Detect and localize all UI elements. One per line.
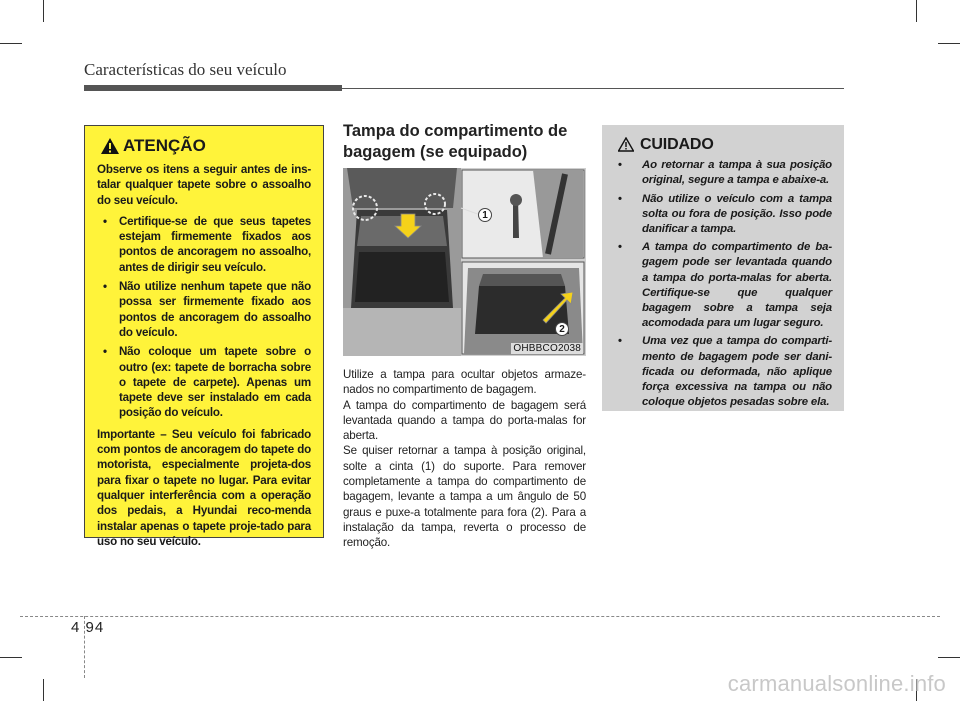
footer-rule bbox=[20, 616, 940, 617]
warning-box bbox=[84, 125, 324, 548]
crop-mark bbox=[43, 679, 44, 701]
callout-2: 2 bbox=[555, 322, 569, 336]
crop-mark bbox=[938, 43, 960, 44]
list-item: • Não utilize nenhum tapete que não possa ser firmemente fixado aos pontos de ancoragem do assoalho do veículo. bbox=[97, 279, 311, 340]
header-rule-thick bbox=[84, 85, 342, 91]
page-header-title: Características do seu veículo bbox=[84, 60, 287, 79]
warning-list bbox=[97, 214, 311, 421]
crop-mark bbox=[0, 657, 22, 658]
list-item: • Certifique-se de que seus tapetes estejam firmemente fixados aos pontos de ancoragem no assoalho, antes de dirigir seu veículo. bbox=[97, 214, 311, 275]
warning-intro: Observe os itens a seguir antes de ins-talar qualquer tapete sobre o assoalho do seu veículo. bbox=[97, 163, 311, 207]
paragraph: A tampa do compartimento de bagagem será levantada quando a tampa do porta-malas for aberta. bbox=[343, 398, 586, 443]
warning-note: Importante – Seu veículo foi fabricado com pontos de ancoragem do tapete do motorista, especialmente projeta-dos para fixar o tapete no lugar. Para evitar qualquer interferência com a operação dos pedais, a Hyundai reco-menda instalar apenas o tapete proje-tado para uso no seu veículo. bbox=[97, 427, 311, 548]
section-title: Tampa do compartimento de bagagem (se equipado) bbox=[343, 122, 568, 161]
caution-triangle-icon bbox=[618, 137, 634, 152]
watermark: carmanualsonline.info bbox=[727, 671, 946, 696]
warning-title bbox=[101, 138, 311, 154]
figure-code: OHBBCO2038 bbox=[513, 343, 581, 354]
list-item: • Ao retornar a tampa à sua posição original, segure a tampa e abaixe-a. bbox=[614, 158, 832, 188]
caution-box bbox=[602, 125, 844, 411]
trunk-illustration bbox=[343, 168, 586, 356]
crop-mark bbox=[43, 0, 44, 22]
section-body bbox=[343, 367, 586, 551]
warning-title-text: ATENÇÃO bbox=[123, 136, 206, 156]
list-item: • Uma vez que a tampa do comparti-mento de bagagem pode ser dani-ficada ou deformada, não aplique força excessiva na tampa ou não coloque objetos pesadas sobre ela. bbox=[614, 334, 832, 410]
warning-triangle-icon bbox=[101, 138, 119, 154]
paragraph: Utilize a tampa para ocultar objetos armaze-nados no compartimento de bagagem. bbox=[343, 368, 586, 397]
caution-list bbox=[614, 158, 832, 410]
crop-mark bbox=[0, 43, 22, 44]
crop-mark bbox=[938, 657, 960, 658]
caution-title-text: CUIDADO bbox=[640, 136, 714, 153]
header-rule-thin bbox=[342, 88, 844, 89]
list-item: • Não coloque um tapete sobre o outro (ex: tapete de borracha sobre o tapete de carpete). Apenas um tapete deve ser instalado em cada posição do veículo. bbox=[97, 344, 311, 420]
callout-1: 1 bbox=[478, 208, 492, 222]
luggage-cover-figure bbox=[343, 168, 586, 356]
list-item: • A tampa do compartimento de ba-gagem pode ser levantada quando a tampa do porta-malas for aberta. Certifique-se que qualquer bagagem sobre a tampa seja acomodada para um lugar seguro. bbox=[614, 240, 832, 331]
page-number: 4 94 bbox=[71, 619, 105, 636]
list-item: • Não utilize o veículo com a tampa solta ou fora de posição. Isso pode danificar a tampa. bbox=[614, 192, 832, 238]
caution-title bbox=[618, 137, 832, 152]
crop-mark bbox=[916, 0, 917, 22]
paragraph: Se quiser retornar a tampa à posição original, solte a cinta (1) do suporte. Para remover completamente a tampa do compartimento de bagagem, levante a tampa a um ângulo de 50 graus e puxe-a totalmente para fora (2). Para a instalação da tampa, reverta o processo de remoção. bbox=[343, 444, 586, 550]
